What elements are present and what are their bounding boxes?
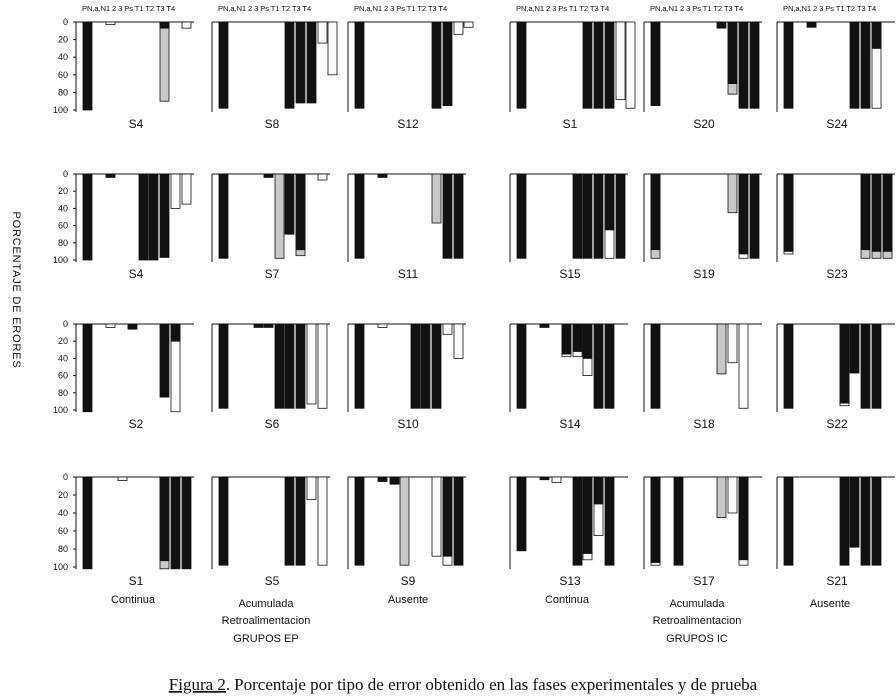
bar-s4-t4-white [182, 174, 191, 204]
y-tick-label-0: 0 [62, 319, 68, 329]
panel-s24 [777, 4, 895, 131]
category-header: PN,a,N1 2 3 Ps T1 T2 T3 T4 [783, 4, 877, 13]
bar-s23-pn-black [784, 174, 793, 251]
bar-s14-t2-black [594, 324, 603, 408]
bar-s10-t4-white [454, 324, 463, 358]
panel-s8 [212, 4, 337, 131]
y-tick-label-0: 0 [62, 17, 68, 27]
subject-label-s22: S22 [826, 417, 848, 431]
bar-s8-t4-white [328, 22, 337, 75]
subject-label-s21: S21 [826, 574, 848, 588]
bar-s18-t3-white [739, 324, 748, 408]
y-tick-label-100: 100 [52, 105, 68, 115]
bar-s23-t2-black [861, 174, 870, 250]
y-tick-label-60: 60 [57, 69, 68, 80]
bar-s12-t3-black [443, 22, 452, 106]
y-tick-label-60: 60 [57, 220, 68, 231]
bar-s6-t1-black [285, 324, 294, 408]
condition-label-2: Acumulada [238, 598, 294, 610]
bar-s4-n1-white [106, 22, 115, 25]
bar-s7-3-black [264, 174, 273, 177]
y-tick-label-20: 20 [57, 34, 68, 45]
subject-label-s23: S23 [826, 267, 848, 281]
bar-s1-t3-black [605, 22, 614, 108]
group-label-ep: GRUPOS EP [233, 633, 299, 645]
bar-s10-t1-black [421, 324, 430, 408]
bar-s1-t3-black [171, 477, 180, 569]
bar-s4-pn-black [83, 174, 92, 260]
subject-label-s6: S6 [264, 417, 280, 431]
bar-s13-2-white [552, 477, 561, 482]
bar-s10-pn-black [355, 324, 364, 408]
panel-s22 [777, 324, 895, 431]
subject-label-s4: S4 [128, 117, 144, 131]
condition-label-3: Ausente [387, 594, 429, 606]
bar-s1-t2-black [594, 22, 603, 108]
bar-s24-t3-black [872, 22, 881, 48]
bar-s8-t4-white [318, 22, 327, 43]
bar-s17-pn-black [651, 477, 660, 563]
panel-s15 [510, 174, 628, 281]
bar-s11-t3-black [443, 174, 452, 258]
condition-label-4: Continua [544, 594, 590, 606]
bar-s11-t4-black [454, 174, 463, 258]
panel-s17 [644, 477, 762, 588]
y-tick-label-20: 20 [57, 186, 68, 197]
figure-caption [169, 675, 758, 694]
bar-s4-ps-black [139, 174, 148, 260]
y-tick-label-0: 0 [62, 472, 68, 482]
bar-s11-t2-gray [432, 174, 441, 223]
subject-label-s24: S24 [826, 117, 848, 131]
bar-s9-2-black [390, 477, 399, 484]
bar-s12-t4-white [464, 22, 473, 27]
bar-s24-n1-black [807, 22, 816, 27]
bar-s21-t3-black [872, 477, 881, 565]
bar-s8-t3-black [307, 22, 316, 103]
bar-s15-t2-black [594, 174, 603, 258]
panel-s1 [510, 4, 635, 131]
bar-s14-t1-black [583, 324, 592, 358]
subject-label-s11: S11 [397, 267, 419, 281]
bar-s17-n1-black [674, 477, 683, 565]
bar-s6-t2-black [296, 324, 305, 408]
panel-s7 [212, 174, 330, 281]
subject-label-s7: S7 [264, 267, 280, 281]
bar-s14-n1-black [540, 324, 549, 327]
bar-s1-t4-white [616, 22, 625, 99]
bar-s21-t2-black [861, 477, 870, 565]
bar-s20-t4-black [750, 22, 759, 108]
bar-s2-3-black [128, 324, 137, 329]
bar-s7-t2-black [296, 174, 305, 250]
bar-s24-t1-black [850, 22, 859, 108]
bar-s2-t3-black [171, 324, 180, 341]
bar-s8-pn-black [219, 22, 228, 108]
bar-s20-t1-black [717, 22, 726, 28]
bar-s13-n1-black [540, 477, 549, 480]
panel-s20 [644, 4, 762, 131]
bar-s11-pn-black [355, 174, 364, 258]
bar-s7-t4-white [318, 174, 327, 180]
y-tick-label-100: 100 [52, 405, 68, 415]
bar-s14-3-black [562, 324, 571, 354]
group-label-ic: GRUPOS IC [666, 633, 728, 645]
y-tick-label-60: 60 [57, 526, 68, 536]
bar-s4-t4-white [182, 22, 191, 28]
bar-s18-pn-black [651, 324, 660, 408]
y-tick-label-100: 100 [52, 562, 68, 572]
condition-label-6: Ausente [809, 598, 851, 610]
subject-label-s1: S1 [128, 574, 144, 588]
subject-label-s9: S9 [400, 574, 416, 588]
bar-s24-t2-black [861, 22, 870, 108]
bar-s13-t2-black [594, 477, 603, 504]
condition-label-5: Acumulada [669, 598, 725, 610]
panel-s5 [212, 477, 330, 588]
panel-s18 [644, 324, 762, 431]
subject-label-s8: S8 [264, 117, 280, 131]
bar-s23-t4-black [883, 174, 892, 251]
feedback-label-1: Retroalimentacion [221, 615, 311, 627]
bar-s13-t3-black [605, 477, 614, 565]
bar-s14-t3-black [605, 324, 614, 408]
y-tick-label-40: 40 [57, 52, 68, 63]
bar-s4-t2-black [160, 22, 169, 28]
y-tick-label-20: 20 [57, 336, 68, 347]
bar-s9-n1-black [378, 477, 387, 482]
y-tick-label-40: 40 [57, 353, 68, 364]
bar-s5-t2-black [296, 477, 305, 565]
bar-s17-t1-gray [717, 477, 726, 518]
bar-s6-t4-white [318, 324, 327, 408]
bar-s6-ps-black [275, 324, 284, 408]
bar-s15-ps-black [573, 174, 582, 258]
figure-label-sep: . [225, 675, 231, 694]
bar-s1-t4-black [182, 477, 191, 569]
bar-s17-t2-white [728, 477, 737, 513]
bar-s22-ps-black [840, 324, 849, 403]
bar-s19-t2-gray [728, 174, 737, 213]
y-tick-label-60: 60 [57, 370, 68, 381]
figure-label: Figura 2 [168, 675, 226, 694]
bar-s22-pn-black [784, 324, 793, 408]
subject-label-s13: S13 [559, 574, 581, 588]
subject-label-s12: S12 [397, 117, 419, 131]
bar-s1-t1-black [583, 22, 592, 108]
bar-s2-t2-black [160, 324, 169, 397]
y-tick-label-80: 80 [57, 387, 68, 398]
subject-label-s20: S20 [693, 117, 715, 131]
bar-s18-t2-white [728, 324, 737, 363]
category-header: PN,a,N1 2 3 Ps T1 T2 T3 T4 [516, 4, 610, 13]
panels-layer [53, 4, 895, 588]
subject-label-s4: S4 [128, 267, 144, 281]
panel-s6 [212, 324, 330, 431]
bar-s1-2-white [118, 477, 127, 481]
y-tick-label-20: 20 [57, 490, 68, 500]
panel-s10 [348, 324, 466, 431]
bar-s8-t1-black [285, 22, 294, 108]
bar-s15-t1-black [583, 174, 592, 258]
bar-s4-t2-black [160, 174, 169, 257]
bar-s22-t2-black [861, 324, 870, 408]
subject-label-s15: S15 [559, 267, 581, 281]
bar-s8-t2-black [296, 22, 305, 103]
bar-s4-n1-black [106, 174, 115, 177]
bar-s10-n1-white [378, 324, 387, 327]
bar-s7-pn-black [219, 174, 228, 258]
panel-s23 [777, 174, 895, 281]
bar-s4-pn-black [83, 22, 92, 110]
bar-s15-t3-black [605, 174, 614, 230]
y-axis-title: PORCENTAJE DE ERORES [10, 211, 22, 369]
bar-s20-pn-black [651, 22, 660, 106]
bar-s5-t3-white [307, 477, 316, 500]
bar-s4-t2-gray [160, 22, 169, 101]
subject-label-s17: S17 [693, 574, 715, 588]
bar-s15-pn-black [517, 174, 526, 258]
panel-s19 [644, 174, 762, 281]
subject-label-s18: S18 [693, 417, 715, 431]
bar-s6-2-black [254, 324, 263, 327]
bar-s5-pn-black [219, 477, 228, 565]
bar-s21-ps-black [840, 477, 849, 565]
bar-s1-t2-black [160, 477, 169, 561]
panel-s12 [348, 4, 473, 131]
bar-s24-pn-black [784, 22, 793, 108]
bar-s12-t4-white [454, 22, 463, 34]
bar-s13-ps-black [573, 477, 582, 565]
panel-s4 [53, 4, 194, 131]
bar-s12-t2-black [432, 22, 441, 108]
panel-s4 [53, 169, 194, 281]
bar-s22-t3-black [872, 324, 881, 408]
panel-s9 [348, 477, 466, 588]
figure-title: Porcentaje por tipo de error obtenido en las fases experimentales y de prueba [234, 675, 758, 694]
bar-s14-ps-black [573, 324, 582, 352]
bar-s9-pn-black [355, 477, 364, 565]
bar-s7-ps-gray [275, 174, 284, 258]
panel-s21 [777, 477, 895, 588]
feedback-label-2: Retroalimentacion [652, 615, 742, 627]
bar-s9-3-gray [400, 477, 409, 565]
bar-s6-pn-black [219, 324, 228, 408]
bar-s17-t3-black [739, 477, 748, 560]
bar-s22-t1-black [850, 324, 859, 373]
bar-s21-t1-black [850, 477, 859, 547]
bar-s23-t3-black [872, 174, 881, 251]
bar-s9-t3-black [443, 477, 452, 556]
y-tick-label-40: 40 [57, 203, 68, 214]
category-header: PN,a,N1 2 3 Ps T1 T2 T3 T4 [82, 4, 176, 13]
bar-s4-t1-black [149, 174, 158, 260]
y-tick-label-40: 40 [57, 508, 68, 518]
y-tick-label-80: 80 [57, 87, 68, 98]
bar-s6-3-black [264, 324, 273, 327]
bar-s11-n1-black [378, 174, 387, 177]
bar-s6-t3-white [307, 324, 316, 404]
bar-s9-t4-black [454, 477, 463, 565]
subject-label-s10: S10 [397, 417, 419, 431]
bar-s2-n1-white [106, 324, 115, 327]
bar-s10-ps-black [411, 324, 420, 408]
condition-label-1: Continua [110, 594, 156, 606]
bar-s19-t4-black [750, 174, 759, 258]
bar-s1-pn-black [517, 22, 526, 108]
bar-s2-pn-black [83, 324, 92, 412]
y-tick-label-80: 80 [57, 544, 68, 554]
bar-s19-pn-black [651, 174, 660, 250]
bar-s13-t1-black [583, 477, 592, 554]
panel-s2 [53, 319, 194, 431]
bar-s21-pn-black [784, 477, 793, 565]
bar-s4-t3-white [171, 174, 180, 208]
bar-s19-t3-black [739, 174, 748, 254]
bar-s5-t1-black [285, 477, 294, 565]
bar-s5-t4-white [318, 477, 327, 565]
y-tick-label-0: 0 [62, 169, 68, 179]
bar-s10-t2-black [432, 324, 441, 408]
panel-s11 [348, 174, 466, 281]
subject-label-s19: S19 [693, 267, 715, 281]
bar-s14-pn-black [517, 324, 526, 408]
category-header: PN,a,N1 2 3 Ps T1 T2 T3 T4 [354, 4, 448, 13]
bar-s7-t1-black [285, 174, 294, 234]
subject-label-s5: S5 [264, 574, 280, 588]
bar-s18-t1-gray [717, 324, 726, 374]
bar-s10-t3-white [443, 324, 452, 334]
bar-s1-t4-white [626, 22, 635, 108]
bar-s1-pn-black [83, 477, 92, 569]
bar-s13-pn-black [517, 477, 526, 551]
panel-s14 [510, 324, 628, 431]
bar-s12-pn-black [355, 22, 364, 108]
y-tick-label-100: 100 [52, 255, 68, 265]
panel-s1 [53, 472, 194, 588]
subject-label-s14: S14 [559, 417, 581, 431]
y-tick-label-80: 80 [57, 237, 68, 248]
subject-label-s2: S2 [128, 417, 144, 431]
bar-s15-t4-black [616, 174, 625, 258]
subject-label-s1: S1 [562, 117, 578, 131]
bar-s20-t3-black [739, 22, 748, 108]
category-header: PN,a,N1 2 3 Ps T1 T2 T3 T4 [650, 4, 744, 13]
bar-s20-t2-black [728, 22, 737, 84]
panel-s13 [510, 477, 628, 588]
category-header: PN,a,N1 2 3 Ps T1 T2 T3 T4 [218, 4, 312, 13]
bar-s9-t2-white [432, 477, 441, 556]
